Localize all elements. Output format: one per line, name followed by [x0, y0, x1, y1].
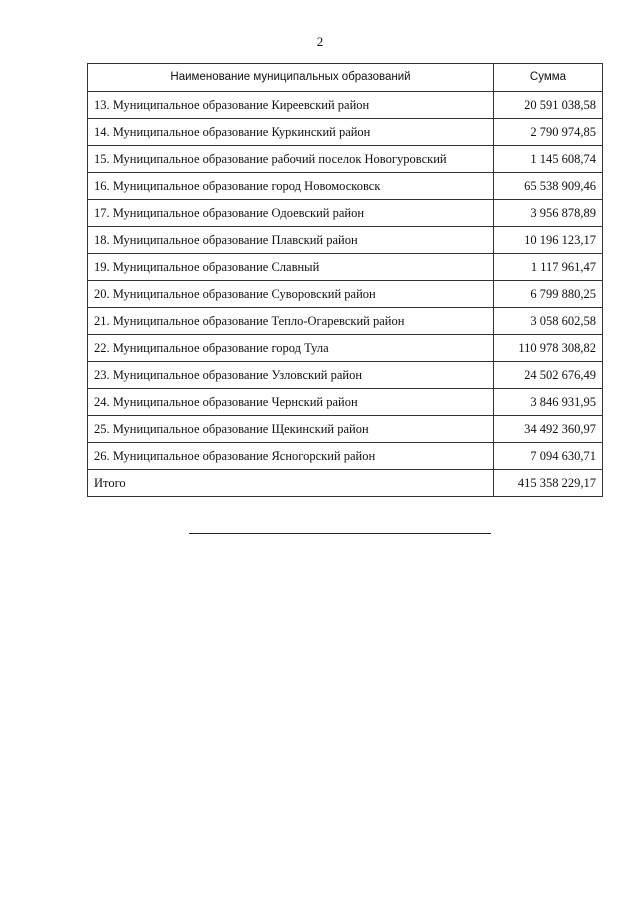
- table-row: [88, 92, 603, 119]
- row-name: 21. Муниципальное образование Тепло-Огаревский район: [88, 308, 494, 335]
- header-name: Наименование муниципальных образований: [88, 64, 494, 92]
- municipal-sums-table: [87, 63, 603, 497]
- row-name: 19. Муниципальное образование Славный: [88, 254, 494, 281]
- row-name: 17. Муниципальное образование Одоевский район: [88, 200, 494, 227]
- header-sum: Сумма: [494, 64, 603, 92]
- table-row: [88, 443, 603, 470]
- row-name: 13. Муниципальное образование Киреевский район: [88, 92, 494, 119]
- row-name: 24. Муниципальное образование Чернский район: [88, 389, 494, 416]
- table-row: [88, 281, 603, 308]
- row-sum: 20 591 038,58: [494, 92, 603, 119]
- row-sum: 34 492 360,97: [494, 416, 603, 443]
- row-name: 26. Муниципальное образование Ясногорский район: [88, 443, 494, 470]
- table-row: [88, 254, 603, 281]
- row-sum: 6 799 880,25: [494, 281, 603, 308]
- row-sum: 65 538 909,46: [494, 173, 603, 200]
- end-of-document-line: [189, 533, 491, 534]
- row-name: 18. Муниципальное образование Плавский район: [88, 227, 494, 254]
- row-sum: 3 846 931,95: [494, 389, 603, 416]
- row-sum: 1 145 608,74: [494, 146, 603, 173]
- total-row: [88, 470, 603, 497]
- row-name: 20. Муниципальное образование Суворовский район: [88, 281, 494, 308]
- table-row: [88, 362, 603, 389]
- total-sum: 415 358 229,17: [494, 470, 603, 497]
- table-row: [88, 119, 603, 146]
- table-row: [88, 416, 603, 443]
- table-row: [88, 200, 603, 227]
- row-name: 22. Муниципальное образование город Тула: [88, 335, 494, 362]
- page-number: 2: [316, 34, 324, 49]
- header-row: [88, 64, 603, 92]
- row-name: 16. Муниципальное образование город Новомосковск: [88, 173, 494, 200]
- table-row: [88, 173, 603, 200]
- row-name: 25. Муниципальное образование Щекинский район: [88, 416, 494, 443]
- row-sum: 2 790 974,85: [494, 119, 603, 146]
- table-header: [88, 64, 603, 92]
- table-row: [88, 146, 603, 173]
- row-sum: 1 117 961,47: [494, 254, 603, 281]
- row-sum: 3 058 602,58: [494, 308, 603, 335]
- row-sum: 110 978 308,82: [494, 335, 603, 362]
- table-row: [88, 335, 603, 362]
- row-sum: 7 094 630,71: [494, 443, 603, 470]
- row-name: 14. Муниципальное образование Куркинский район: [88, 119, 494, 146]
- table-row: [88, 308, 603, 335]
- total-label: Итого: [88, 470, 494, 497]
- table-row: [88, 227, 603, 254]
- row-name: 23. Муниципальное образование Узловский район: [88, 362, 494, 389]
- table-row: [88, 389, 603, 416]
- row-sum: 10 196 123,17: [494, 227, 603, 254]
- table-body: [88, 92, 603, 497]
- row-sum: 3 956 878,89: [494, 200, 603, 227]
- row-sum: 24 502 676,49: [494, 362, 603, 389]
- row-name: 15. Муниципальное образование рабочий поселок Новогуровский: [88, 146, 494, 173]
